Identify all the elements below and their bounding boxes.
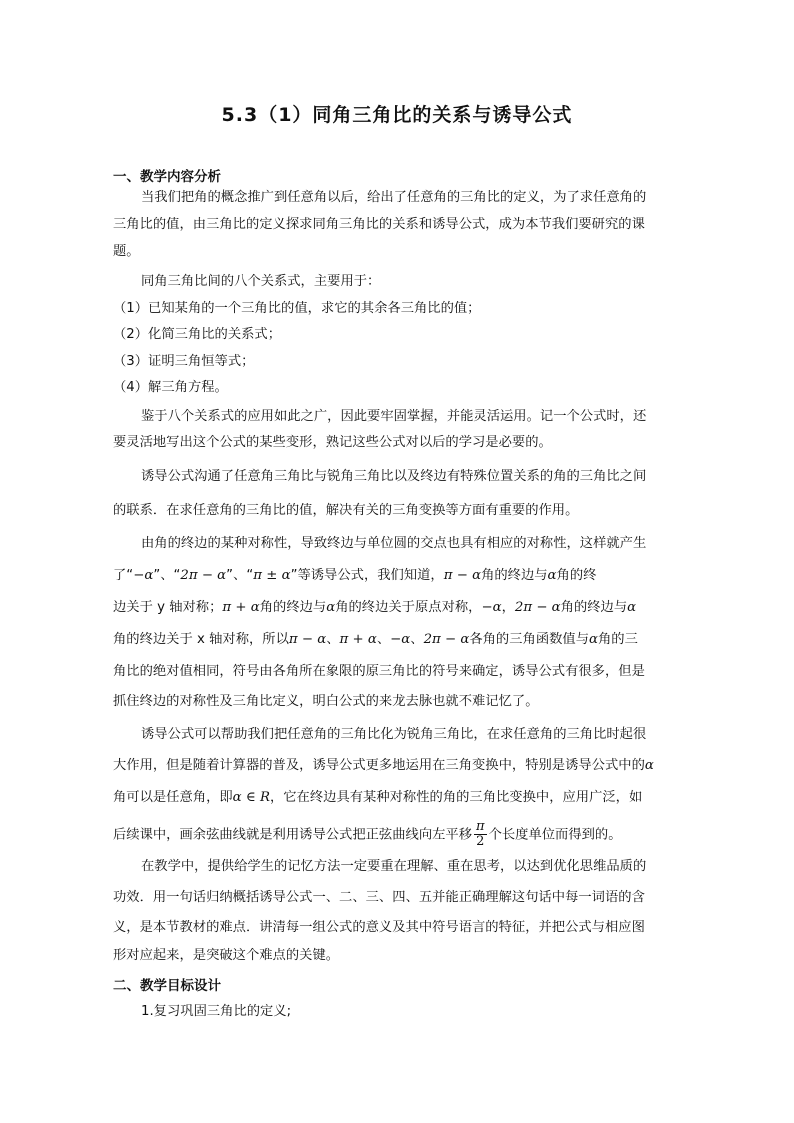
math-expression: −α	[390, 632, 411, 647]
text-run: 角的终	[556, 568, 597, 583]
text-run: 角的三	[598, 632, 638, 647]
text-run: ”等诱导公式，我们知道，	[290, 568, 444, 583]
math-expression: −α	[481, 600, 502, 615]
fraction-numerator: π	[476, 819, 485, 834]
section-heading-objectives: 二、教学目标设计	[113, 978, 221, 994]
text-run: ，它在终边具有某种对称性的角的三角比变换中，应用广泛，如	[269, 790, 643, 805]
text-run: 角可以是任意角，即	[113, 790, 233, 805]
document-title: 5.3（1）同角三角比的关系与诱导公式	[221, 104, 573, 126]
text-run: 角的终边与	[560, 600, 628, 615]
paragraph-line: 功效．用一句话归纳概括诱导公式一、二、三、四、五并能正确理解这句话中每一词语的含	[113, 890, 645, 905]
list-item: （4）解三角方程。	[113, 380, 228, 395]
text-run: 角的终边与	[481, 568, 548, 583]
paragraph-line: 当我们把角的概念推广到任意角以后，给出了任意角的三角比的定义，为了求任意角的	[141, 190, 647, 205]
paragraph-line	[113, 756, 654, 776]
math-expression: α	[326, 600, 336, 615]
text-run: ”、“	[226, 568, 254, 583]
text-run: 、	[376, 632, 391, 647]
paragraph-line	[113, 820, 622, 849]
list-item: （2）化简三角比的关系式；	[113, 327, 282, 342]
paragraph-line: 诱导公式可以帮助我们把任意角的三角比化为锐角三角比，在求任意角的三角比时起很	[141, 727, 647, 742]
math-expression: 2π − α	[514, 600, 561, 615]
math-expression: α	[644, 758, 654, 773]
math-expression: α	[547, 568, 557, 583]
paragraph-line: 角比的绝对值相同，符号由各角所在象限的原三角比的符号来确定，诱导公式有很多，但是	[113, 664, 645, 679]
paragraph-line	[113, 598, 636, 618]
math-expression: α	[589, 632, 598, 647]
paragraph-line: 三角比的值，由三角比的定义探求同角三角比的关系和诱导公式，成为本节我们要研究的课	[113, 217, 645, 232]
paragraph-line	[113, 566, 596, 586]
math-expression: α	[627, 600, 637, 615]
text-run: ，	[501, 600, 515, 615]
text-run: 后续课中，画余弦曲线就是利用诱导公式把正弦曲线向左平移	[113, 827, 473, 843]
paragraph-line: 义，是本节教材的难点．讲清每一组公式的意义及其中符号语言的特征，并把公式与相应图	[113, 920, 645, 935]
text-run: 大作用，但是随着计算器的普及，诱导公式更多地运用在三角变换中，特别是诱导公式中的	[113, 758, 645, 773]
paragraph-line: 题。	[113, 244, 140, 259]
math-expression: 2π − α	[423, 632, 470, 647]
section-heading-content-analysis: 一、教学内容分析	[113, 169, 221, 185]
text-run: 角的终边关于 x 轴对称，所以	[113, 632, 289, 647]
fraction-denominator: 2	[474, 834, 487, 849]
paragraph-line: 鉴于八个关系式的应用如此之广，因此要牢固掌握，并能灵活运用。记一个公式时，还	[141, 409, 647, 424]
math-expression: π + α	[339, 632, 377, 647]
paragraph-line: 的联系．在求任意角的三角比的值，解决有关的三角变换等方面有重要的作用。	[113, 503, 579, 518]
math-expression: α ∈ R	[232, 790, 270, 805]
list-item: （1）已知某角的一个三角比的值，求它的其余各三角比的值；	[113, 301, 481, 316]
text-run: 了“	[113, 568, 134, 583]
fraction-pi-over-2	[474, 820, 487, 849]
text-run: 个长度单位而得到的。	[488, 827, 622, 843]
list-item: （3）证明三角恒等式；	[113, 354, 255, 369]
math-expression: π − α	[288, 632, 327, 647]
math-expression: π ± α	[253, 568, 291, 583]
paragraph-line: 由角的终边的某种对称性，导致终边与单位圆的交点也具有相应的对称性，这样就产生	[141, 536, 647, 551]
text-run: 各角的三角函数值与	[469, 632, 590, 647]
text-run: 角的终边与	[259, 600, 327, 615]
paragraph-line: 抓住终边的对称性及三角比定义，明白公式的来龙去脉也就不难记忆了。	[113, 694, 539, 709]
paragraph-line	[113, 630, 638, 650]
text-run: 、	[326, 632, 340, 647]
math-expression: 2π − α	[180, 568, 227, 583]
math-expression: π − α	[443, 568, 482, 583]
paragraph-line: 同角三角比间的八个关系式，主要用于：	[141, 274, 381, 289]
paragraph-line: 诱导公式沟通了任意角三角比与锐角三角比以及终边有特殊位置关系的角的三角比之间	[141, 469, 647, 484]
paragraph-line: 要灵活地写出这个公式的某些变形，熟记这些公式对以后的学习是必要的。	[113, 435, 552, 450]
text-run: ”、“	[153, 568, 181, 583]
list-item: 1.复习巩固三角比的定义;	[141, 1004, 292, 1019]
math-expression: π + α	[222, 600, 260, 615]
text-run: 边关于 y 轴对称；	[113, 600, 223, 615]
paragraph-line: 在教学中，提供给学生的记忆方法一定要重在理解、重在思考，以达到优化思维品质的	[141, 859, 647, 874]
paragraph-line	[113, 788, 642, 808]
math-expression: −α	[133, 568, 154, 583]
text-run: 角的终边关于原点对称，	[335, 600, 482, 615]
text-run: 、	[410, 632, 424, 647]
paragraph-line: 形对应起来，是突破这个难点的关键。	[113, 948, 340, 963]
